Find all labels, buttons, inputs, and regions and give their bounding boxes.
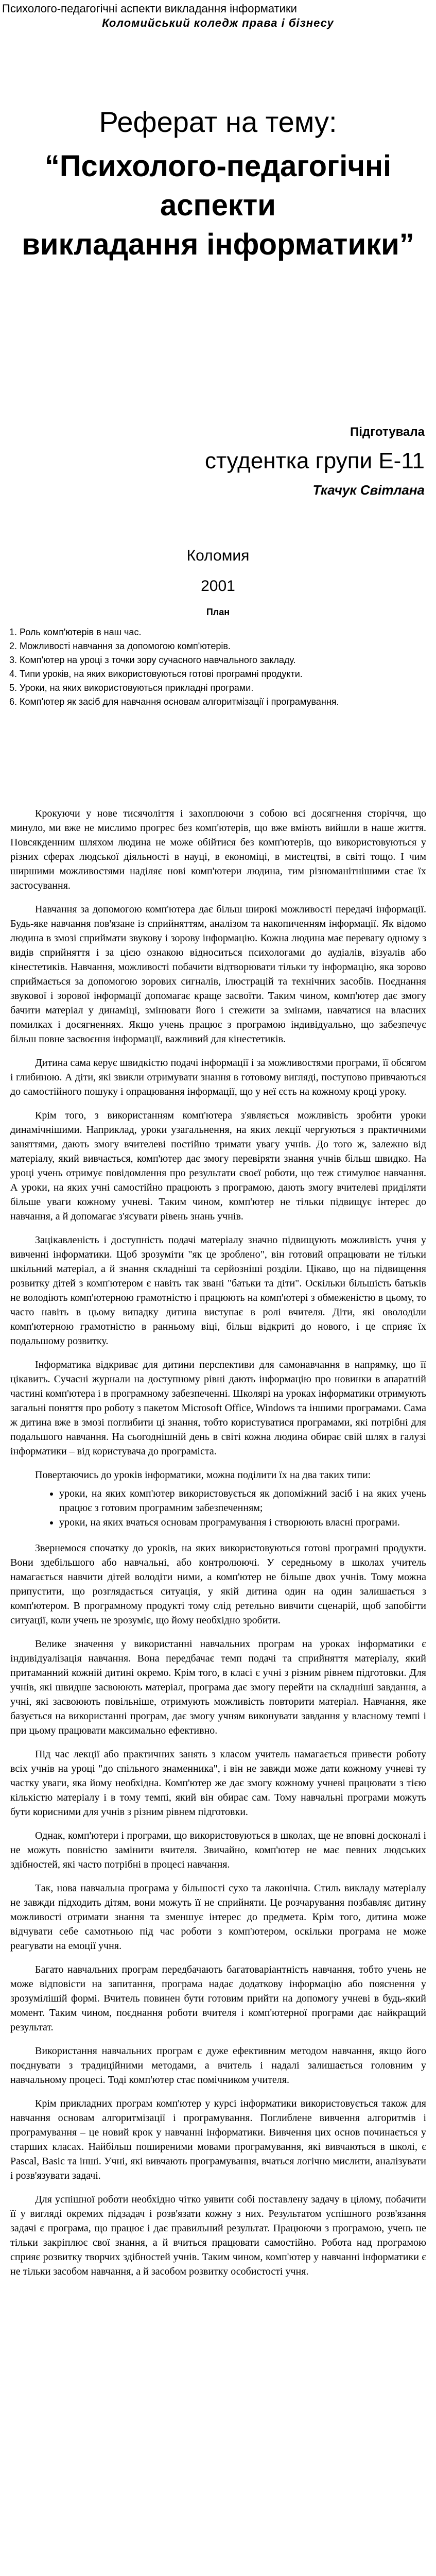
paragraph: Навчання за допомогою комп'ютера дає більш широкі можливості передачі інформації. Будь-яке навчання пов'язане із сприйняттям, аналізом та накопиченням інформації. Як відомо людина в змозі сприймати звукову і зорову інформацію. Кожна людина має перевагу одному з видів сприйняття і за цією ознакою відноситься психологами до аудіалів, візуалів або кінестетиків. Навчання, можливості побачити відтворювати тільки ту інформацію, яка зорово сприймається за допомогою зорових сигналів, ілюстрацій та технічних засобів. Поєднання звукової і зорової інформації допомагає краще засвоїти. Таким чином, комп'ютер дає змогу бачити матеріал у динаміці, змінювати його і стежити за змінами, навчатися на власних помилках і досягненнях. Якщо учень працює з програмою індивідуально, що забезпечує більш повне засвоєння інформації, важливий для кінестетиків. [10,904,426,1045]
city: Коломия [186,547,250,564]
paragraph: Звернемося спочатку до уроків, на яких використовуються готові програмні продукти. Вони здебільшого або навчальні, або контролюючі. У середньому в школах учитель намагається навчити дітей володіти ними, а комп'ютер не більше двох учнів. Тому можна припустити, що розглядається ситуація, у якій дитина один на один залишається з комп'ютером. В програмному продукті тому слід ретельно вивчити сценарій, щоб запобігти ситуації, коли учень не зрозуміє, що йому необхідно зробити. [10,1543,426,1626]
student-group: студентка групи Е-11 [204,448,425,473]
paragraph: Використання навчальних програм є дуже ефективним методом навчання, якщо його поєднувати з традиційними методами, а вчитель і надалі залишається головним у навчальному процесі. Тоді комп'ютер стає помічником учителя. [10,2045,426,2086]
topic-line-3: викладання інформатики” [22,228,414,261]
topic-line-2: аспекти [160,189,276,222]
paragraph: Повертаючись до уроків інформатики, можна поділити їх на два таких типи: [35,1469,371,1481]
paragraph: Для успішної роботи необхідно чітко уявити собі поставлену задачу в цілому, побачити її у вигляді окремих підзадач і розв'язати кожну з них. Результатом успішного розв'язання задачі є програма, що працює і дає правильний результат. Працюючи з програмою, учень не тільки закріплює свої знання, а й вчиться працювати самостійно. Робота над програмою сприяє розвитку творчих здібностей учнів. Таким чином, комп'ютер у навчанні інформатики є не тільки засобом навчання, а й засобом розвитку особистості учня. [10,2194,426,2277]
plan-item: 3. Комп'ютер на уроці з точки зору сучасного навчального закладу. [9,655,296,665]
plan-item: 2. Можливості навчання за допомогою комп'ютерів. [9,641,231,651]
paragraph: Так, нова навчальна програма у більшості сухо та лаконічна. Стиль викладу матеріалу не завжди підходить дітям, вони можуть її не сприйняти. Це розчарування позбавляє дитину можливості отримати знання та зменшує інтерес до предмета. Крім того, дитина може відчувати себе самотньою під час роботи з комп'ютером, оскільки програма не може реагувати на емоції учня. [10,1883,426,1952]
year: 2001 [201,578,235,595]
lesson-types-list [10,1486,426,1530]
paragraph: Під час лекції або практичних занять з класом учитель намагається привести роботу всіх учнів на уроці "до спільного знаменника", і він не завжди може дати кожному учневі ту частку уваги, яка йому необхідна. Комп'ютер же дає змогу кожному учневі працювати з тією кількістю матеріалу і в тому темпі, який він обирає сам. Тому навчальні програми можуть бути корисними для учнів з різним рівнем підготовки. [10,1749,426,1818]
plan-item: 4. Типи уроків, на яких використовуються готові програмні продукти. [9,669,303,679]
plan-item: 6. Комп'ютер як засіб для навчання основам алгоритмізації і програмування. [9,697,339,707]
college-name: Коломийський коледж права і бізнесу [102,16,334,29]
paragraph: Однак, комп'ютери і програми, що використовуються в школах, ще не вповні досконалі і не можуть повністю замінити вчителя. Звичайно, комп'ютер не має певних людських здібностей, які часто потрібні в процесі навчання. [10,1830,426,1870]
prepared-label: Підготувала [350,425,425,439]
paragraph: Велике значення у використанні навчальних програм на уроках інформатики є індивідуалізація навчання. Вона передбачає темп подачі та сприйняття матеріалу, який притаманний кожній дитині окремо. Крім того, в класі є учні з різним рівнем підготовки. Для учнів, які швидше засвоюють матеріал, програма дає змогу перейти на складніші завдання, а учні, які засвоюють повільніше, отримують можливість повторити матеріал. Навчання, яке базується на використанні програм, дає змогу учням виконувати завдання у власному темпі і при цьому працювати максимально ефективно. [10,1638,426,1736]
body-text [10,806,426,2288]
plan-title: План [206,607,230,617]
list-item: • уроки, на яких комп'ютер використовується як допоміжний засіб і на яких учень працює з готовим програмним забезпеченням; [59,1486,426,1515]
paragraph: Інформатика відкриває для дитини перспективи для самонавчання в напрямку, що її цікавить. Сучасні журнали на доступному рівні дають інформацію про новинки в апаратній частині комп'ютера і в програмному забезпеченні. Школярі на уроках інформатики отримують загальні поняття про роботу з пакетом Microsoft Office, Windows та іншими програмами. Сама ж дитина вже в змозі поглибити ці знання, тобто користуватися програмами, які потрібні для подальшого навчання. На сьогоднішній день в світі кожна людина обирає свій шлях в галузі інформатики – від користувача до програміста. [10,1359,426,1457]
paragraph: Крім того, з використанням комп'ютера з'являється можливість зробити уроки динамічнішими. Наприклад, уроки узагальнення, на яких лекції чергуються з практичними заняттями, дають змогу вчителеві постійно тримати увагу учнів. До того ж, залежно від матеріалу, який вивчається, комп'ютер дає змогу перевіряти знання учнів більш швидко. На уроці учень отримує повідомлення про результати своєї роботи, що теж стимулює навчання. А уроки, на яких учні самостійно працюють з програмою, дають змогу вчителеві приділяти більше уваги кожному учневі. Таким чином, комп'ютер не тільки підвищує інтерес до навчання, а й допомагає з'ясувати рівень знань учнів. [10,1110,426,1222]
plan-item: 5. Уроки, на яких використовуються прикладні програми. [9,683,254,693]
author-name: Ткачук Світлана [312,482,425,498]
plan-item: 1. Роль комп'ютерів в наш час. [9,627,142,637]
paragraph: Крокуючи у нове тисячоліття і захоплюючи з собою всі досягнення сторіччя, що минуло, ми вже не мислимо прогрес без комп'ютерів, що вже вміють вийшли в наше життя. Повсякденним шляхом людина не може обійтися без комп'ютерів, що використовуються у різних сферах людської діяльності в науці, в економіці, в мистецтві, в світі тощо. І чим ширшими можливостями наділяє нові комп'ютери людина, тим різноманітнішими стає їх застосування. [10,808,426,891]
header-line: Психолого-педагогічні аспекти викладання інформатики [2,2,297,15]
referat-heading: Реферат на тему: [99,106,337,138]
paragraph: Багато навчальних програм передбачають багатоварiантність навчання, тобто учень не може відповісти на запитання, програма надає додаткову інформацію або пояснення у зрозумілішій формі. Вчитель повинен бути готовим прийти на допомогу учневі в будь-який момент. Таким чином, поєднання роботи вчителя і комп'ютерної програми дає найкращий результат. [10,1964,426,2033]
topic-line-1: “Психолого-педагогічні [44,149,392,183]
topic-title [0,147,436,264]
paragraph: Зацікавленість і доступність подачі матеріалу значно підвищують можливість учня у вивченні інформатики. Щоб зрозуміти "як це зроблено", він готовий опрацювати не тільки шкільний матеріал, а й знання складніші та серйозніші розділи. Цікаво, що на підвищення розвитку дітей з комп'ютером є навіть так звані "батьки та діти". Оскільки більшість батьків не володіють комп'ютерною грамотністю і працюють на комп'ютері з обмеженістю в цьому, то часто навіть в цьому випадку дитина виступає в ролі вчителя. Діти, які оволоділи комп'ютерною грамотністю в ранньому віці, більш відкриті до нового, і це сприяє їх подальшому розвитку. [10,1234,426,1347]
paragraph: Дитина сама керує швидкістю подачі інформації і за можливостями програми, її обсягом і глибиною. А діти, які звикли отримувати знання в готовому вигляді, поступово привчаються до самостійного пошуку і опрацювання інформації, що у неї єсть на кожному кроці уроку. [10,1057,426,1097]
list-item: • уроки, на яких вчаться основам програмування і створюють власні програми. [59,1515,426,1530]
plan-list [9,625,339,709]
paragraph: Крім прикладних програм комп'ютер у курсі інформатики використовується також для навчання основам алгоритмізації і програмування. Поглиблене вивчення алгоритмів і програмування – це новий крок у навчанні інформатики. Вивчення цих основ починається у старших класах. Найбільш поширеними мовами програмування, які вивчаються в школі, є Pascal, Basic та інші. Учні, які вивчають програмування, вчаться логічно мислити, аналізувати і розв'язувати задачі. [10,2098,426,2181]
